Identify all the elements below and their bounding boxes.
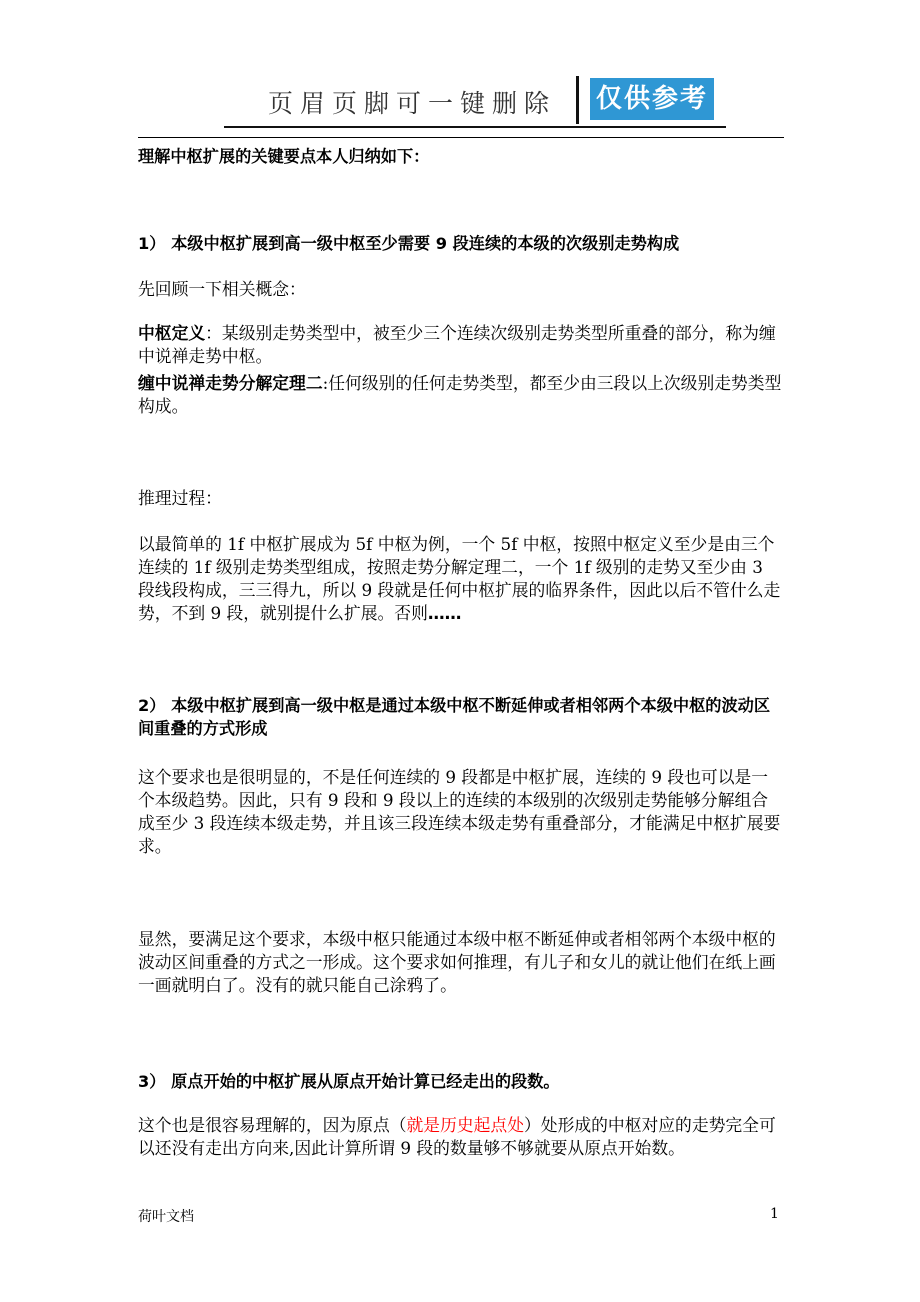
- reasoning-title: 推理过程：: [138, 488, 222, 508]
- section-2-paragraph-1: 这个要求也是很明显的，不是任何连续的 9 段都是中枢扩展，连续的 9 段也可以是一个本级趋势。因此，只有 9 段和 9 段以上的连续的本级别的次级别走势能够分解组合成至少 3 段连续本级走势，并且该三段连续本级走势有重叠部分，才能满足中枢扩展要求。: [138, 767, 781, 856]
- section-3-paragraph-1: [138, 1114, 784, 1160]
- section-3-highlight: 就是历史起点处: [406, 1115, 524, 1135]
- section-3-text-b: ）处形成的中枢对应的走势完全可以还没有走出方向来,因此计算所谓 9 段的数量够不够就要从原点开始数。: [138, 1115, 776, 1158]
- theorem-label: 缠中说禅走势分解定理二: [138, 373, 323, 393]
- section-1-theorem: [138, 372, 784, 418]
- section-1-heading: 1） 本级中枢扩展到高一级中枢至少需要 9 段连续的本级的次级别走势构成: [138, 234, 680, 253]
- header-watermark-text: 页眉页脚可一键删除: [268, 89, 557, 118]
- section-3-heading: 3） 原点开始的中枢扩展从原点开始计算已经走出的段数。: [138, 1072, 560, 1091]
- section-2-heading: 2） 本级中枢扩展到高一级中枢是通过本级中枢不断延伸或者相邻两个本级中枢的波动区间重叠的方式形成: [138, 696, 771, 738]
- theorem-text: :任何级别的任何走势类型，都至少由三段以上次级别走势类型构成。: [138, 373, 782, 416]
- definition-text: ：某级别走势类型中，被至少三个连续次级别走势类型所重叠的部分，称为缠中说禅走势中枢。: [138, 323, 776, 366]
- section-1-definition: [138, 322, 784, 368]
- reasoning-body: 以最简单的 1f 中枢扩展成为 5f 中枢为例，一个 5f 中枢，按照中枢定义至少是由三个连续的 1f 级别走势类型组成，按照走势分解定理二，一个 1f 级别的走势又至少由 3 段线段构成，三三得九，所以 9 段就是任何中枢扩展的临界条件，因此以后不管什么走势，不到 9 段，就别提什么扩展。否则: [138, 534, 781, 623]
- section-1-recall: 先回顾一下相关概念：: [138, 279, 306, 299]
- header-underline: [224, 126, 726, 128]
- header-vertical-divider: [576, 76, 579, 124]
- intro-line: 理解中枢扩展的关键要点本人归纳如下：: [138, 147, 430, 166]
- reasoning-ellipsis: ……: [427, 603, 462, 623]
- footer-source: 荷叶文档: [138, 1209, 194, 1225]
- header-rule: [138, 137, 784, 138]
- definition-label: 中枢定义: [138, 323, 206, 343]
- section-2-paragraph-2: 显然，要满足这个要求，本级中枢只能通过本级中枢不断延伸或者相邻两个本级中枢的波动区间重叠的方式之一形成。这个要求如何推理，有儿子和女儿的就让他们在纸上画一画就明白了。没有的就只能自己涂鸦了。: [138, 929, 776, 995]
- page-number: 1: [770, 1206, 779, 1222]
- header-badge: 仅供参考: [590, 78, 714, 120]
- section-3-text-a: 这个也是很容易理解的，因为原点（: [138, 1115, 407, 1135]
- reasoning-text: [138, 533, 784, 625]
